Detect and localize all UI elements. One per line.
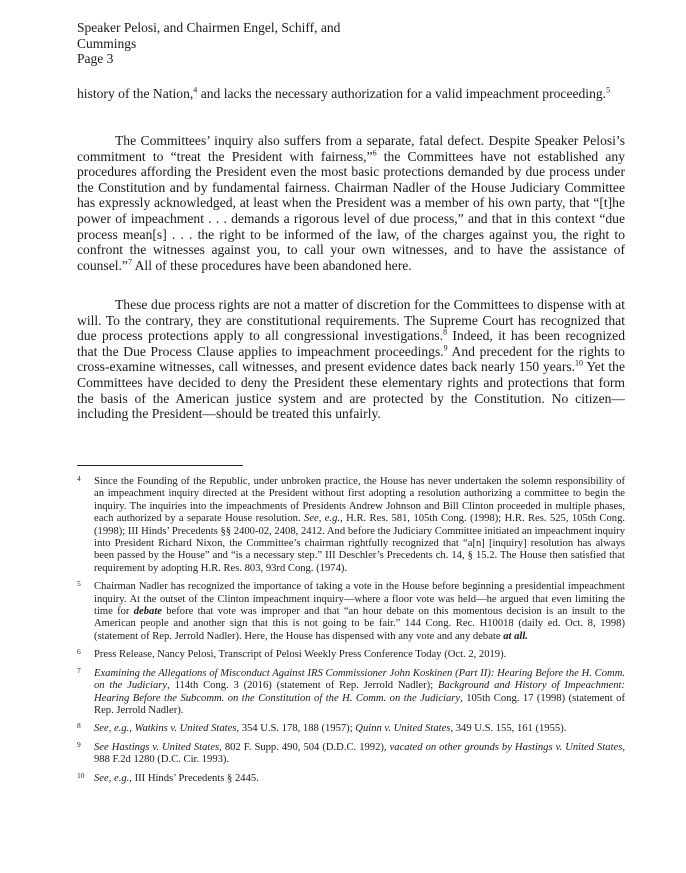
footnote-ref[interactable]: 4 <box>193 85 198 95</box>
footnote-divider <box>77 465 243 466</box>
paragraph-due-process-defect: The Committees’ inquiry also suffers from a separate, fatal defect. Despite Speaker Pelosi’s commitment to “treat the President with fairness,”$^6$ the Committees have not established any procedures affording the President even the most basic protections demanded by due process under the Constitution and by fundamental fairness. Chairman Nadler of the House Judiciary Committee has expressly acknowledged, at least when the President was a member of his own party, that “[t]he power of impeachment . . . demands a rigorous level of due process,” and that in this context “due process mean[s] . . . the right to be informed of the law, of the charges against you, the right to confront the witnesses against you, to call your own witnesses, and to have the assistance of counsel.”$^7$ All of these procedures have been abandoned here. <box>77 133 625 273</box>
footnote-4: 4 Since the Founding of the Republic, under unbroken practice, the House has never undertaken the solemn responsibility of an impeachment inquiry directed at the President without first adopting a resolution authorizing a committee to begin the inquiry. The inquiries into the impeachments of Presidents Andrew Johnson and Bill Clinton proceeded in multiple phases, each authorized by a separate House resolution. See, e.g., H.R. Res. 581, 105th Cong. (1998); H.R. Res. 525, 105th Cong. (1998); III Hinds’ Precedents §§ 2400-02, 2408, 2412. And before the Judiciary Committee initiated an impeachment inquiry into President Richard Nixon, the Committee’s chairman rightfully recognized that “a[n] [inquiry] resolution has always been passed by the House” and “is a necessary step.” III Deschler’s Precedents ch. 14, § 15.2. The House then satisfied that requirement by adopting H.R. Res. 803, 93rd Cong. (1974). <box>77 474 626 574</box>
footnote-ref[interactable]: 6 <box>372 148 377 158</box>
footnote-ref[interactable]: 8 <box>443 327 448 337</box>
footnote-8: 8 See, e.g., Watkins v. United States, 354 U.S. 178, 188 (1957); Quinn v. United States, 349 U.S. 155, 161 (1955). <box>77 721 567 735</box>
footnote-ref[interactable]: 10 <box>575 358 584 368</box>
header-addressees: Speaker Pelosi, and Chairmen Engel, Schiff, and <box>77 20 341 35</box>
footnote-10: 10 See, e.g., III Hinds’ Precedents § 2445. <box>77 770 259 784</box>
header-addressees-cont: Cummings <box>77 35 137 51</box>
letter-header <box>77 20 377 67</box>
footnotes <box>77 476 625 791</box>
footnote-6: 6 Press Release, Nancy Pelosi, Transcript of Pelosi Weekly Press Conference Today (Oct. 2, 2019). <box>77 647 507 661</box>
footnote-9: 9 See Hastings v. United States, 802 F. Supp. 490, 504 (D.D.C. 1992), vacated on other grounds by Hastings v. United States, 988 F.2d 1280 (D.C. Cir. 1993). <box>77 739 626 766</box>
footnote-ref[interactable]: 5 <box>606 85 611 95</box>
paragraph-continued: history of the Nation,$^4$ and lacks the necessary authorization for a valid impeachment proceeding.$^5$ <box>77 85 611 101</box>
header-page-number: Page 3 <box>77 51 114 66</box>
footnote-5: 5 Chairman Nadler has recognized the importance of taking a vote in the House before beginning a presidential impeachment inquiry. At the outset of the Clinton impeachment inquiry—where a floor vote was held—he argued that even limiting the time for debate before that vote was improper and that “an hour debate on this momentous decision is an insult to the American people and another sign that this is not going to be fair.” 144 Cong. Rec. H10018 (daily ed. Oct. 8, 1998) (statement of Rep. Jerrold Nadler). Here, the House has dispensed with any vote and any debate at all. <box>77 579 625 642</box>
footnote-ref[interactable]: 7 <box>127 257 132 267</box>
paragraph-constitutional-requirements: These due process rights are not a matter of discretion for the Committees to dispense with at will. To the contrary, they are constitutional requirements. The Supreme Court has recognized that due process protections apply to all congressional investigations.$^8$ Indeed, it has been recognized that the Due Process Clause applies to impeachment proceedings.$^9$ And precedent for the rights to cross-examine witnesses, call witnesses, and present evidence dates back nearly 150 years.$^{10}$ Yet the Committees have decided to deny the President these elementary rights and protections that form the basis of the American justice system and are protected by the Constitution. No citizen—including the President—should be treated this unfairly. <box>77 297 626 422</box>
footnote-ref[interactable]: 9 <box>443 343 448 353</box>
footnote-7: 7 Examining the Allegations of Misconduct Against IRS Commissioner John Koskinen (Part II): Hearing Before the H. Comm. on the Judiciary, 114th Cong. 3 (2016) (statement of Rep. Jerrold Nadler); Background and History of Impeachment: Hearing Before the Subcomm. on the Constitution of the H. Comm. on the Judiciary, 105th Cong. 17 (1998) (statement of Rep. Jerrold Nadler). <box>77 665 626 716</box>
